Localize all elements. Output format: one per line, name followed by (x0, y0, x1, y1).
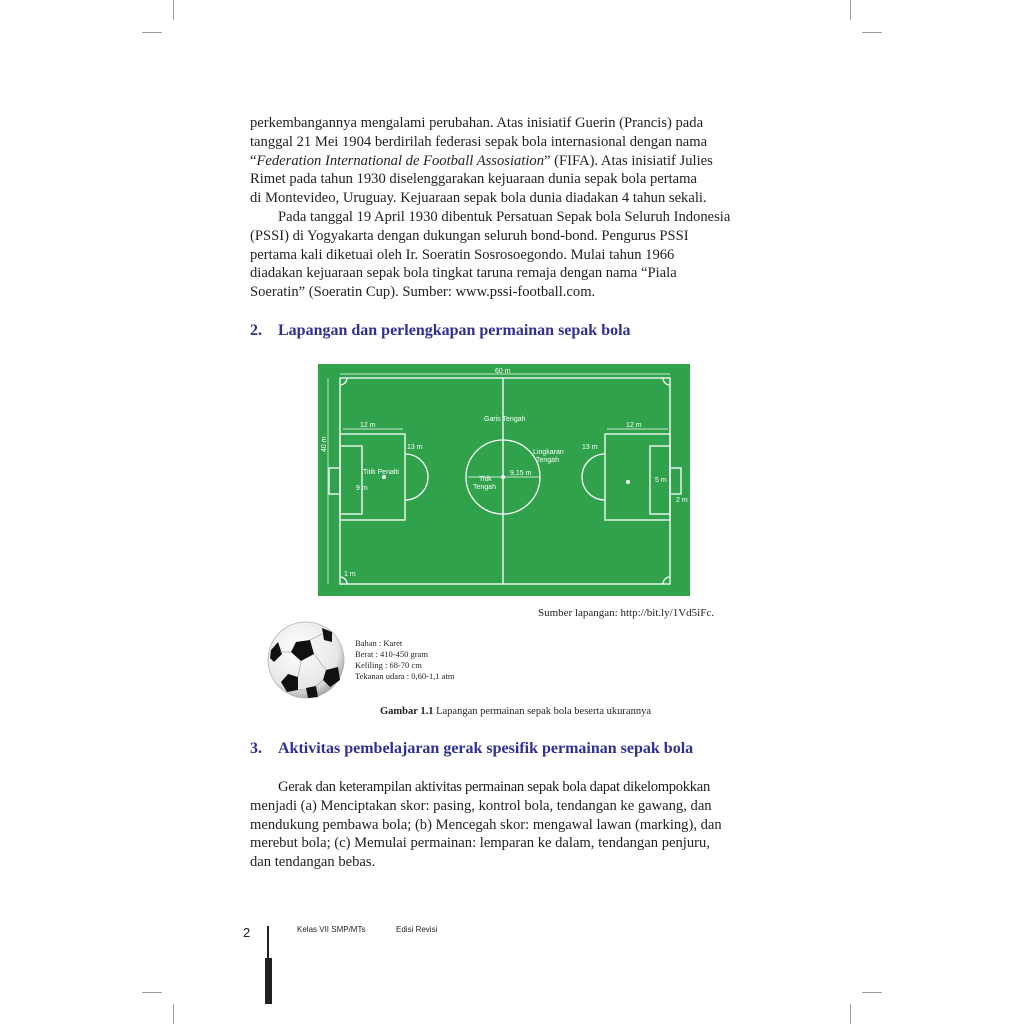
goal-depth-label: 2 m (676, 497, 688, 504)
corner-arc (663, 577, 670, 584)
page-number: 2 (243, 925, 251, 940)
box-width-label: 12 m (626, 422, 642, 429)
text-fragment: Gerak dan keterampilan aktivitas permainan sepak bola dapat dikelompokkan (278, 779, 710, 795)
footer-bar-thick (265, 958, 272, 1004)
height-label: 40 m (321, 436, 328, 452)
penalty-spot-label: Titik Penalti (363, 469, 399, 476)
ball-specs (355, 638, 454, 682)
footer-book: Kelas VII SMP/MTs (297, 925, 366, 934)
crop-mark (142, 992, 162, 993)
corner-arc (340, 378, 347, 385)
paragraph-pssi (250, 208, 755, 302)
spec-tekanan: Tekanan udara : 0,60-1,1 atm (355, 671, 455, 681)
text-line: di Montevideo, Uruguay. Kejuaraan sepak bola dunia diadakan 4 tahun sekali. (250, 190, 707, 207)
center-circle-label: Tengah (536, 457, 559, 464)
field-source: Sumber lapangan: http://bit.ly/1Vd5iFc. (538, 607, 714, 619)
footer-bar (267, 926, 269, 958)
radius-label: 9,15 m (510, 470, 532, 477)
text-line: dan tendangan bebas. (250, 854, 376, 871)
soccer-ball-icon (266, 620, 346, 700)
left-goal-area (340, 446, 362, 514)
crop-mark (850, 0, 851, 20)
footer-edition: Edisi Revisi (396, 925, 438, 934)
figure-label: Gambar 1.1 (380, 706, 434, 717)
text-fragment: ” (FIFA). Atas inisiatif Julies (544, 152, 713, 169)
crop-mark (862, 992, 882, 993)
penalty-spot-right (626, 480, 630, 484)
box-height-label: 13 m (407, 444, 423, 451)
text-line (250, 152, 755, 171)
fifa-name: Federation International de Football Assosiation (256, 152, 545, 169)
field-svg (318, 364, 690, 596)
text-line (250, 778, 755, 797)
section-heading-2 (250, 322, 631, 340)
spec-keliling: Keliling : 68-70 cm (355, 660, 422, 670)
left-penalty-box (340, 434, 405, 520)
text-line: (PSSI) di Yogyakarta dengan dukungan seluruh bond-bond. Pengurus PSSI (250, 227, 689, 244)
box-height-label: 13 m (582, 444, 598, 451)
crop-mark (173, 1004, 174, 1024)
field-boundary (340, 378, 670, 584)
text-line (250, 208, 755, 227)
crop-mark (850, 1004, 851, 1024)
heading-text: Aktivitas pembelajaran gerak spesifik permainan sepak bola (278, 740, 694, 757)
text-line: merebut bola; (c) Memulai permainan: lemparan ke dalam, tendangan penjuru, (250, 835, 710, 852)
left-goal (329, 468, 340, 494)
text-line: menjadi (a) Menciptakan skor: pasing, kontrol bola, tendangan ke gawang, dan (250, 797, 712, 814)
crop-mark (862, 32, 882, 33)
goal-area-label: 9 m (356, 485, 368, 492)
heading-text: Lapangan dan perlengkapan permainan sepak bola (278, 322, 631, 339)
center-spot-label: Titik (479, 476, 492, 483)
text-line: pertama kali diketuai oleh Ir. Soeratin Sosrosoegondo. Mulai tahun 1966 (250, 246, 675, 263)
box-width-label: 12 m (360, 422, 376, 429)
right-penalty-arc (582, 454, 605, 500)
text-line: perkembangannya mengalami perubahan. Atas inisiatif Guerin (Prancis) pada (250, 115, 704, 131)
center-line-label: Garis Tengah (484, 416, 526, 423)
football-field-diagram (318, 364, 690, 596)
quote: “ (250, 152, 257, 169)
corner-arc (340, 577, 347, 584)
crop-mark (173, 0, 174, 20)
goal-area-label: 5 m (655, 477, 667, 484)
text-line: diadakan kejuaraan sepak bola tingkat taruna remaja dengan nama “Piala (250, 265, 677, 282)
paragraph-fifa (250, 114, 755, 208)
corner-label: 1 m (344, 571, 356, 578)
figure-caption-text: Lapangan permainan sepak bola beserta ukurannya (433, 706, 651, 717)
text-line: tanggal 21 Mei 1904 berdirilah federasi sepak bola internasional dengan nama (250, 133, 708, 150)
text-line: mendukung pembawa bola; (b) Mencegah skor: mengawal lawan (marking), dan (250, 816, 722, 833)
spec-berat: Berat : 410-450 gram (355, 649, 428, 659)
center-spot-label: Tengah (473, 484, 496, 491)
text-line: Soeratin” (Soeratin Cup). Sumber: www.pssi-football.com. (250, 284, 596, 301)
crop-mark (142, 32, 162, 33)
text-fragment: Pada tanggal 19 April 1930 dibentuk Persatuan Sepak bola Seluruh Indonesia (278, 209, 731, 225)
center-spot (501, 475, 505, 479)
heading-number: 3. (250, 740, 262, 757)
text-line: Rimet pada tahun 1930 diselenggarakan kejuaraan dunia sepak bola pertama (250, 171, 697, 188)
center-circle-label: Lingkaran (533, 449, 564, 456)
paragraph-activities (250, 778, 755, 872)
corner-arc (663, 378, 670, 385)
width-label: 60 m (495, 368, 511, 375)
right-goal (670, 468, 681, 494)
section-heading-3 (250, 740, 693, 758)
spec-bahan: Bahan : Karet (355, 638, 403, 648)
figure-caption (380, 706, 651, 717)
heading-number: 2. (250, 322, 262, 339)
left-penalty-arc (405, 454, 428, 500)
